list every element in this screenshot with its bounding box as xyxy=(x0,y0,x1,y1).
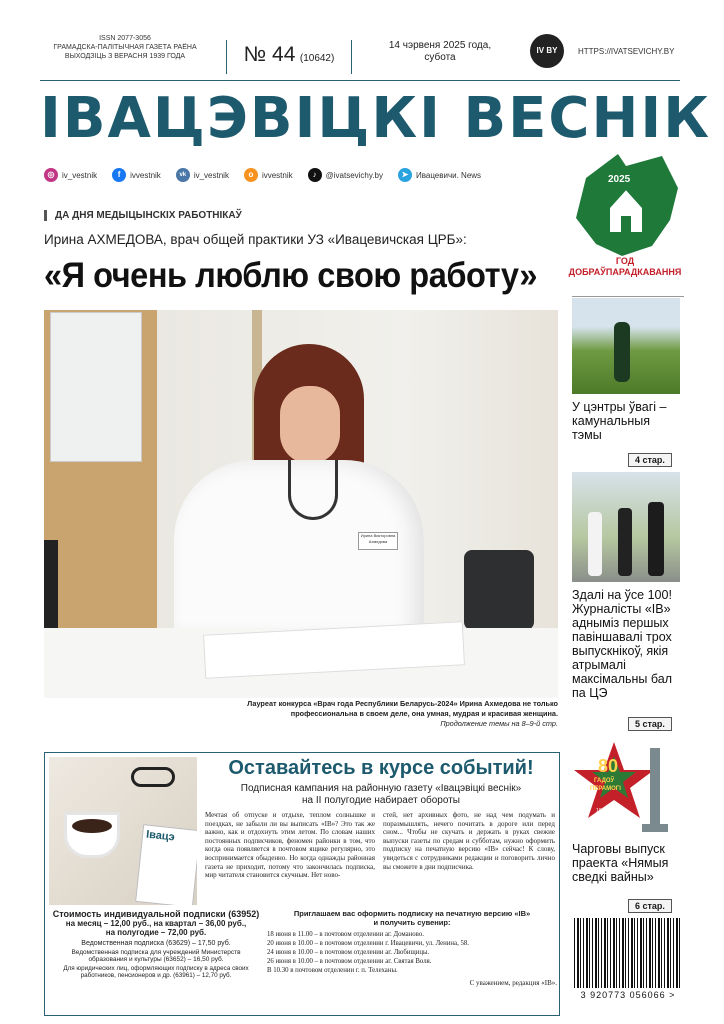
graduate-3 xyxy=(648,502,664,576)
pref-price-1: Ведомственная подписка для учреждений Министерств xyxy=(71,949,241,956)
tagline-2: ВЫХОДЗІЦЬ З ВЕРАСНЯ 1939 ГОДА xyxy=(64,53,186,60)
prices-block xyxy=(49,909,263,979)
barcode xyxy=(574,918,682,1004)
page-ref-2[interactable]: 5 стар. xyxy=(628,717,672,731)
schedule-item: 20 июня в 10.00 – в почтовом отделении г. Ивацевичи, ул. Ленина, 58. xyxy=(267,940,469,947)
schedule-item: 24 июня в 10.00 – в почтовом отделении аг. Любищицы. xyxy=(267,949,430,956)
telegram-icon: ➤ xyxy=(398,168,412,182)
subscription-subhead xyxy=(205,783,557,807)
side-page-2 xyxy=(628,714,672,732)
main-photo xyxy=(44,310,558,698)
masthead-info xyxy=(40,34,210,61)
dept-price: Ведомственная подписка (63629) – 17,50 руб. xyxy=(81,940,231,947)
date-line-1: 14 чэрвеня 2025 года, xyxy=(388,40,492,51)
invite-block xyxy=(267,909,557,987)
barcode-bars xyxy=(574,918,682,988)
website-link[interactable]: HTTPS://IVATSEVICHY.BY xyxy=(578,47,675,56)
emblem-year: 2025 xyxy=(608,174,631,185)
social-tiktok[interactable] xyxy=(308,168,383,182)
pref-price-2: образования и культуры (63652) – 16,50 руб. xyxy=(88,956,224,963)
social-label: Ивацевичи. News xyxy=(415,170,482,180)
subhead-line-2: на II полугодие набирает обороты xyxy=(302,795,460,806)
page-ref-1[interactable]: 4 стар. xyxy=(628,453,672,467)
story-lead: Ирина АХМЕДОВА, врач общей практики УЗ «Ивацевичская ЦРБ»: xyxy=(44,232,467,247)
wall-calendar xyxy=(50,312,142,462)
social-label: iv_vestnik xyxy=(193,170,229,180)
social-odnoklassniki[interactable] xyxy=(244,168,293,182)
ivby-logo xyxy=(530,34,564,68)
year-emblem xyxy=(566,148,684,288)
victory-line-2: ПЕРАМОГІ xyxy=(590,786,621,792)
social-instagram[interactable] xyxy=(44,168,97,182)
subscription-headline: Оставайтесь в курсе событий! xyxy=(228,757,534,779)
logo-text: IV BY xyxy=(536,46,558,55)
social-label: iv_vestnik xyxy=(62,170,98,180)
page-ref-3[interactable]: 6 стар. xyxy=(628,899,672,913)
side-teaser-1[interactable]: У цэнтры ўвагі – камунальныя тэмы xyxy=(572,400,667,442)
tiktok-icon: ♪ xyxy=(308,168,322,182)
rubric xyxy=(44,210,242,221)
coffee-photo xyxy=(49,757,197,905)
subhead-line-1: Подписная кампания на районную газету «Івацэвіцкі веснік» xyxy=(240,783,522,794)
schedule-item: В 10.30 в почтовом отделении г. п. Телеханы. xyxy=(267,967,398,974)
issn: ISSN 2077-3056 xyxy=(99,35,151,42)
odnoklassniki-icon: о xyxy=(244,168,258,182)
facebook-icon: f xyxy=(112,168,126,182)
schedule-item: 26 июня в 10.00 – в почтовом отделении аг. Святая Воля. xyxy=(267,958,432,965)
signature: С уважением, редакция «ІВ». xyxy=(469,979,557,987)
victory-years: 1945–2025 xyxy=(596,808,622,814)
social-label: @ivatsevichy.by xyxy=(325,170,383,180)
social-label: ivvestnik xyxy=(261,170,293,180)
person-face xyxy=(280,386,340,464)
rubric-text: ДА ДНЯ МЕДЫЦЫНСКІХ РАБОТНІКАЎ xyxy=(55,210,242,221)
graduate-1 xyxy=(588,512,602,576)
prices-line-2: на полугодие – 72,00 руб. xyxy=(105,928,207,937)
social-facebook[interactable] xyxy=(112,168,161,182)
social-vk[interactable] xyxy=(176,168,229,182)
name-badge xyxy=(358,532,398,550)
date-line-2: субота xyxy=(424,52,456,63)
emblem-caption xyxy=(566,256,684,278)
tagline-1: ГРАМАДСКА-ПАЛІТЫЧНАЯ ГАЗЕТА РАЁНА xyxy=(53,44,197,51)
schedule-item: 18 июня в 11.00 – в почтовом отделении аг. Доманово. xyxy=(267,931,424,938)
emblem-caption-1: ГОД xyxy=(615,256,635,266)
glasses-icon xyxy=(131,767,175,787)
issue-number-box xyxy=(226,40,352,74)
caption-line-1: Лауреат конкурса «Врач года Республики Беларусь-2024» Ирина Ахмедова не только xyxy=(247,699,558,708)
invite-line-2: и получить сувенир: xyxy=(373,918,451,927)
newspaper-thumb xyxy=(135,824,197,905)
social-row xyxy=(44,168,564,182)
invite-line-1: Приглашаем вас оформить подписку на печатную версию «ІВ» xyxy=(293,909,531,918)
subscription-col-right: стей, нет архивных фото, не над чем подумать и поразмышлять, нечего почитать в дороге или перед сном... Чтобы не скучать и держать в руках свежие выпуски газеты по средам и субботам, нужно оформить подписку на печатную версию «ІВ» сейчас! К слову, увидеться с сотрудниками редакции и поговорить лично вы сможете в дни подписчика. xyxy=(383,811,555,871)
leaf-house-icon xyxy=(566,148,684,260)
side-page-1 xyxy=(628,450,672,468)
subscription-box xyxy=(44,752,560,1016)
chair xyxy=(464,550,534,630)
social-telegram[interactable] xyxy=(398,168,481,182)
badge-line-1: Ирина Викторовна xyxy=(360,533,396,538)
side-photo-lawn xyxy=(572,298,680,394)
graduate-2 xyxy=(618,508,632,576)
photo-caption xyxy=(220,699,558,729)
social-label: ivvestnik xyxy=(130,170,161,180)
coffee-cup-icon xyxy=(67,815,117,855)
stethoscope xyxy=(288,460,338,520)
story-headline: «Я очень люблю свою работу» xyxy=(44,256,537,295)
badge-line-2: Ахмедова xyxy=(368,539,388,544)
worker-figure xyxy=(614,322,630,382)
instagram-icon: ◎ xyxy=(44,168,58,182)
newspaper-thumb-label: Івацэ xyxy=(145,828,176,844)
side-photo-graduates xyxy=(572,472,680,582)
legal-price-2: работников, пенсионеров и др. (63961) – 12,70 руб. xyxy=(80,972,232,979)
victory-number: 80 xyxy=(598,756,619,776)
victory-line-1: ГАДОЎ xyxy=(594,778,615,784)
vk-icon: vk xyxy=(176,168,190,182)
side-teaser-2[interactable]: Здалі на ўсе 100! Журналісты «ІВ» адныміз першых павіншавалі трох выпускнікоў, якія атрымалі максімальны бал па ЦЭ xyxy=(572,588,673,700)
prices-line-1: на месяц – 12,00 руб., на квартал – 36,00 руб., xyxy=(65,919,247,928)
caption-line-2: профессиональна в своем деле, она умная, мудрая и красивая женщина. xyxy=(290,709,558,718)
side-page-3 xyxy=(628,896,672,914)
prices-title: Стоимость индивидуальной подписки (63952) xyxy=(52,909,260,919)
continuation-note[interactable]: Продолжение темы на 8–9-й стр. xyxy=(440,719,558,728)
issue-date xyxy=(360,40,520,64)
issue-number: № 44 xyxy=(243,43,296,66)
victory-badge xyxy=(574,738,682,834)
legal-price-1: Для юридических лиц, оформляющих подписку в адреса своих xyxy=(63,965,249,972)
emblem-caption-2: ДОБРАЎПАРАДКАВАННЯ xyxy=(568,267,682,277)
barcode-digits: 3 920773 056066 > xyxy=(580,990,676,1000)
side-rule-1 xyxy=(572,296,684,297)
masthead-rule-top xyxy=(40,80,680,81)
subscription-col-left: Мечтая об отпуске и отдыхе, теплом солнышке и поездках, не забыли ли вы выписать «ІВ»? Это так же важно, как и отдохнуть этим летом. По словам наших постоянных подписчиков, феномен районки в том, что когда она появляется в почтовом ящике регулярно, это воспринимается обыденно. Но когда однажды районная газета не приходит, потому что закончилась подписка, мир читателя становится скучным. Нет ново- xyxy=(205,811,375,880)
newspaper-title: ІВАЦЭВІЦКІ ВЕСНІК xyxy=(40,86,711,151)
side-teaser-3[interactable]: Чарговы выпуск праекта «Нямыя сведкі вайны» xyxy=(572,842,669,884)
issue-total: (10642) xyxy=(299,53,335,64)
